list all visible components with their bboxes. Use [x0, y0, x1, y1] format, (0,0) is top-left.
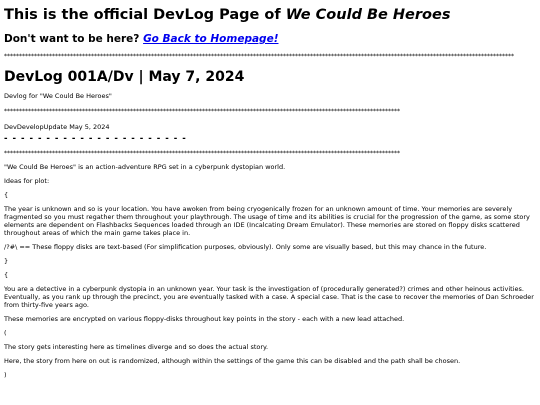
page-title-game-name: We Could Be Heroes — [285, 7, 451, 23]
plot-paragraph-5: Here, the story from here on out is randomized, although within the settings of the game this can be disabled and the path shall be chosen. — [4, 357, 461, 365]
post-intro: Devlog for "We Could Be Heroes" — [4, 92, 112, 100]
game-description: "We Could Be Heroes" is an action-adventure RPG set in a cyberpunk dystopian world. — [4, 163, 286, 171]
plot-paragraph-3: These memories are encrypted on various floppy-disks throughout key points in the story - each with a new lead attached. — [4, 315, 405, 323]
brace-close-1: } — [4, 257, 9, 265]
page-subtitle — [4, 32, 538, 46]
plot-paragraph-2: You are a detective in a cyberpunk dystopia in an unknown year. Your task is the investigation of (procedurally generated?) crimes and other heinous activities. Eventually, as you rank up through the precinct, you are eventually tasked with a case. A special case. That is the case to recover the memories of Dan Schroeder from thirty-five years ago. — [4, 285, 534, 309]
devlog-page — [4, 6, 538, 379]
update-line: DevDevelopUpdate May 5, 2024 — [4, 123, 110, 131]
dash-separator: - - - - - - - - - - - - - - - - - - - - - - — [4, 134, 187, 144]
back-to-homepage-link[interactable]: Go Back to Homepage! — [143, 33, 279, 45]
post-title: DevLog 001A/Dv | May 7, 2024 — [4, 69, 245, 85]
star-separator-1: ************************************************************************************************************************************ — [4, 108, 400, 115]
paren-open: ( — [4, 329, 7, 337]
page-title — [4, 6, 538, 25]
page-title-prefix: This is the official DevLog Page of — [4, 7, 281, 23]
plot-paragraph-1: The year is unknown and so is your location. You have awoken from being cryogenically frozen for an unknown amount of time. Your memories are severely fragmented so you must regather them throughout your playthrough. The usage of time and its abilities is crucial for the progression of the game, as some story elements are dependent on Flashbacks Sequences loaded through an IDE (Incalcating Dream Emulator). These memories are stored on floppy disks scattered throughout areas of which the main game takes place in. — [4, 205, 530, 237]
floppy-note: /?#\ == These floppy disks are text-based (For simplification purposes, obviously). Only some are visually based, but this may chance in the future. — [4, 243, 487, 251]
ideas-heading: Ideas for plot: — [4, 177, 50, 185]
plot-paragraph-4: The story gets interesting here as timelines diverge and so does the actual story. — [4, 343, 269, 351]
star-separator-top: ************************************************************************************************************************************************************************** — [4, 53, 514, 60]
star-separator-2: ************************************************************************************************************************************ — [4, 150, 400, 157]
subtitle-prefix: Don't want to be here? — [4, 33, 140, 45]
paren-close: ) — [4, 371, 7, 379]
brace-open-1: { — [4, 191, 9, 199]
brace-open-2: { — [4, 271, 9, 279]
